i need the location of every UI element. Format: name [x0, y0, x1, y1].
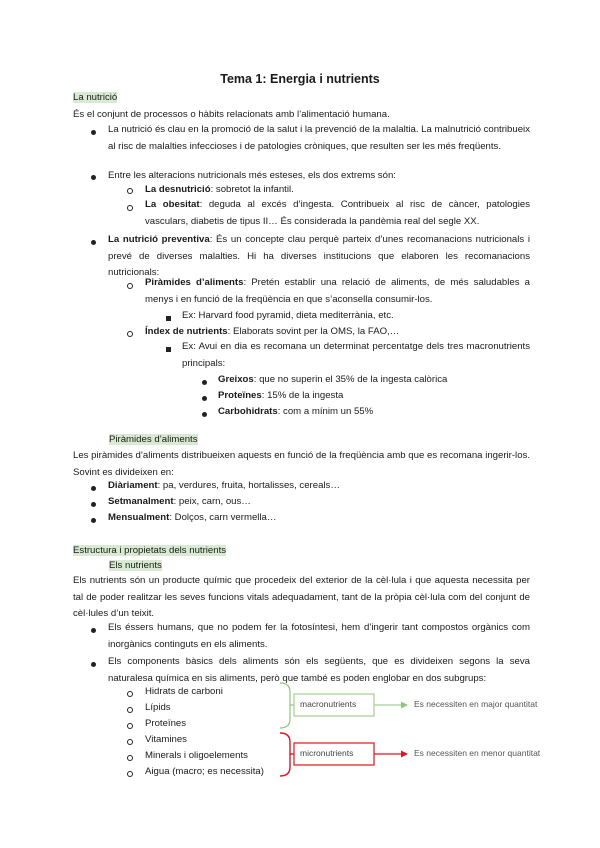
nutricio-intro: És el conjunt de processos o hàbits relacionats amb l’alimentació humana.	[73, 109, 390, 120]
obesitat-text: : deguda al excés d’ingesta. Contribueix al risc de càncer, patologies vasculars, diabetis de tipus II… És considerada la pandèmia real del segle XX.	[145, 199, 530, 227]
component-item: Hidrats de carboni	[145, 686, 223, 697]
piramides-intro: Les piràmides d’aliments distribueixen aquests en funció de la freqüència amb que es recomana ingerir-los. Sovint es divideixen en:	[73, 450, 530, 478]
piramides-text: : Pretén establir una relació de aliments, de més saludables a menys i en funció de la freqüència en que s’aconsella consumir-los.	[145, 277, 530, 305]
macro-brace	[280, 683, 290, 728]
micro-brace	[280, 733, 290, 776]
micronutrients-label: micronutrients	[300, 748, 354, 758]
frequency-text: : pa, verdures, fruita, hortalisses, cereals…	[157, 480, 340, 491]
macro-text: : com a mínim un 55%	[277, 406, 374, 417]
nutrients-intro: Els nutrients són un producte químic que procedeix del exterior de la cèl·lula i que aquesta necessita per tal de poder realitzar les seves funcions vitals adequadament, tant de la pròpia cèl·lula com del conjunt de cèl·lules d’un teixit.	[73, 575, 530, 619]
micro-arrowhead-icon	[401, 751, 408, 758]
component-item: Lípids	[145, 702, 171, 713]
nutricio-preventiva-label: La nutrició preventiva	[108, 234, 210, 245]
index-nutrients-label: Índex de nutrients	[145, 326, 228, 337]
desnutricio-label: La desnutrició	[145, 184, 211, 195]
frequency-text: : Dolços, carn vermella…	[169, 512, 277, 523]
macronutrients-note: Es necessiten en major quantitat	[414, 699, 538, 709]
piramides-example: Ex: Harvard food pyramid, dieta mediterrània, etc.	[182, 310, 394, 321]
subheading-nutrients: Els nutrients	[109, 560, 162, 571]
nutricio-preventiva-text: : És un concepte clau perquè parteix d’unes recomanacions nutricionals i prevé de diverses malalties. Hi ha diverses institucions que elaboren les recomanacions nutricionals:	[108, 234, 530, 278]
macro-label: Carbohidrats	[218, 406, 278, 417]
index-nutrients-text: : Elaborats sovint per la OMS, la FAO,…	[227, 326, 400, 337]
section-heading-estructura: Estructura i propietats dels nutrients	[73, 545, 227, 556]
nutricio-bullet-1: La nutrició és clau en la promoció de la salut i la prevenció de la malaltia. La malnutrició contribueix al risc de malalties infeccioses i de patologies cròniques, que resulten ser les més freqüents.	[108, 124, 530, 152]
component-item: Vitamines	[145, 734, 187, 745]
frequency-label: Mensualment	[108, 512, 170, 523]
nutricio-bullet-2: Entre les alteracions nutricionals més esteses, els dos extrems són:	[108, 170, 396, 181]
micronutrients-note: Es necessiten en menor quantitat	[414, 748, 541, 758]
component-item: Minerals i oligoelements	[145, 750, 248, 761]
nutrients-bullet-1: Els éssers humans, que no podem fer la fotosíntesi, hem d’ingerir tant compostos orgànics com inorgànics continguts en els aliments.	[108, 622, 530, 650]
component-item: Proteïnes	[145, 718, 187, 729]
frequency-text: : peix, carn, ous…	[173, 496, 251, 507]
desnutricio-text: : sobretot la infantil.	[210, 184, 294, 195]
page-title: Tema 1: Energia i nutrients	[220, 72, 380, 86]
macro-text: : que no superin el 35% de la ingesta calòrica	[253, 374, 448, 385]
macro-arrowhead-icon	[401, 702, 408, 709]
macro-label: Greixos	[218, 374, 254, 385]
component-item: Aigua (macro; es necessita)	[145, 766, 264, 777]
frequency-label: Setmanalment	[108, 496, 174, 507]
frequency-label: Diàriament	[108, 480, 158, 491]
section-heading-nutricio: La nutrició	[73, 92, 118, 103]
obesitat-label: La obesitat	[145, 199, 200, 210]
index-nutrients-example: Ex: Avui en dia es recomana un determinat percentatge dels tres macronutrients principals:	[182, 341, 530, 369]
macro-text: : 15% de la ingesta	[261, 390, 344, 401]
nutrients-bullet-2: Els components bàsics dels aliments són els següents, que es divideixen segons la seva naturalesa química en sis aliments, però que també es poden englobar en dos subgrups:	[108, 656, 530, 684]
macro-label: Proteïnes	[218, 390, 262, 401]
macronutrients-label: macronutrients	[300, 699, 357, 709]
section-heading-piramides: Piràmides d’aliments	[109, 434, 198, 445]
piramides-label: Piràmides d’aliments	[145, 277, 244, 288]
